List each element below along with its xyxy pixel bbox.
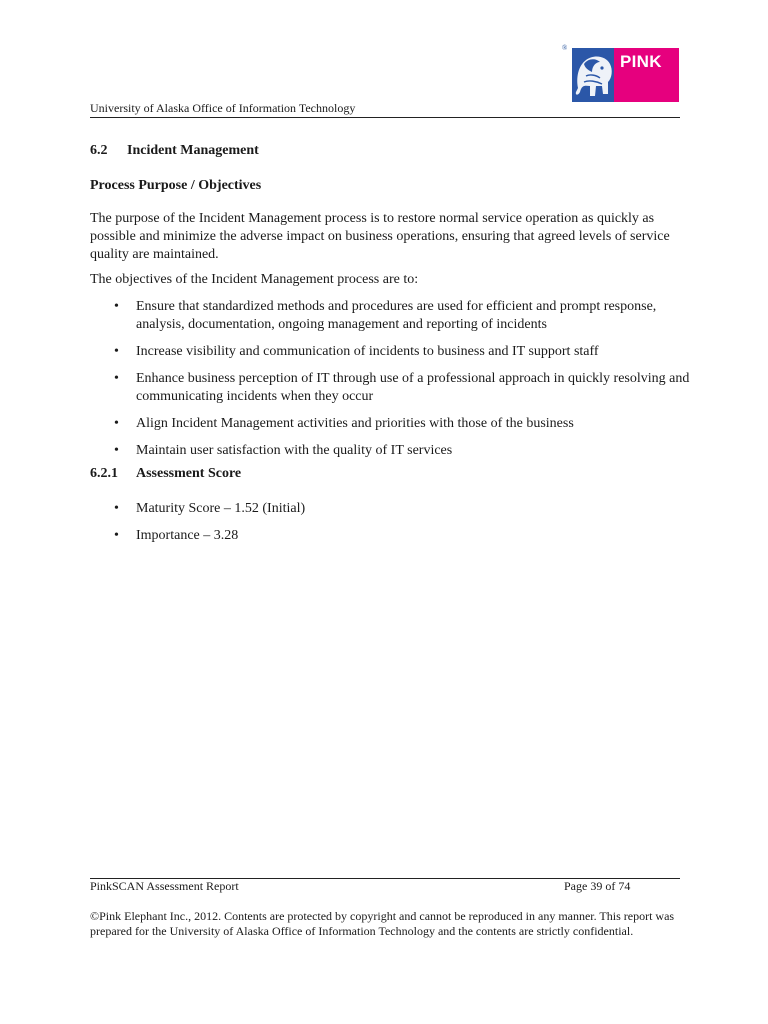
assessment-title: Assessment Score [136,466,242,481]
list-item: • Enhance business perception of IT through use of a professional approach in quickly resolving and communicating incidents when they occur [114,371,690,404]
list-item: • Increase visibility and communication of incidents to business and IT support staff [114,344,599,359]
list-item: • Importance – 3.28 [114,528,239,543]
section-heading [90,143,259,159]
purpose-paragraph: The purpose of the Incident Management process is to restore normal service operation as quickly as possible and minimize the adverse impact on business operations, ensuring that agreed levels of service quality are maintained. [90,211,670,262]
assessment-number: 6.2.1 [90,466,118,481]
list-item: • Ensure that standardized methods and procedures are used for efficient and prompt response, analysis, documentation, ongoing management and reporting of incidents [114,299,657,332]
assessment-list [90,500,690,554]
objectives-list [90,298,690,469]
section-number: 6.2 [90,143,108,158]
elephant-icon [572,48,614,102]
list-item: • Maturity Score – 1.52 (Initial) [114,501,306,516]
bullet-icon: • [114,501,119,516]
header-divider [90,117,680,118]
bullet-icon: • [114,299,119,314]
bullet-icon: • [114,416,119,431]
bullet-icon: • [114,344,119,359]
footer-report-name: PinkSCAN Assessment Report [90,879,239,893]
list-item: • Align Incident Management activities and priorities with those of the business [114,416,574,431]
purpose-heading: Process Purpose / Objectives [90,178,262,193]
bullet-icon: • [114,443,119,458]
section-title: Incident Management [127,143,259,158]
assessment-heading [90,466,241,482]
logo-brand-word: PINK [620,52,662,71]
registered-mark: ® [562,44,568,52]
header-organization: University of Alaska Office of Information Technology [90,101,356,115]
bullet-icon: • [114,528,119,543]
page-number: Page 39 of 74 [564,879,631,893]
objectives-intro: The objectives of the Incident Management process are to: [90,272,419,287]
bullet-icon: • [114,371,119,386]
list-item: • Maintain user satisfaction with the quality of IT services [114,443,453,458]
copyright-notice: ©Pink Elephant Inc., 2012. Contents are protected by copyright and cannot be reproduced in any manner. This report was prepared for the University of Alaska Office of Information Technology and the contents are strictly confidential. [90,909,675,938]
